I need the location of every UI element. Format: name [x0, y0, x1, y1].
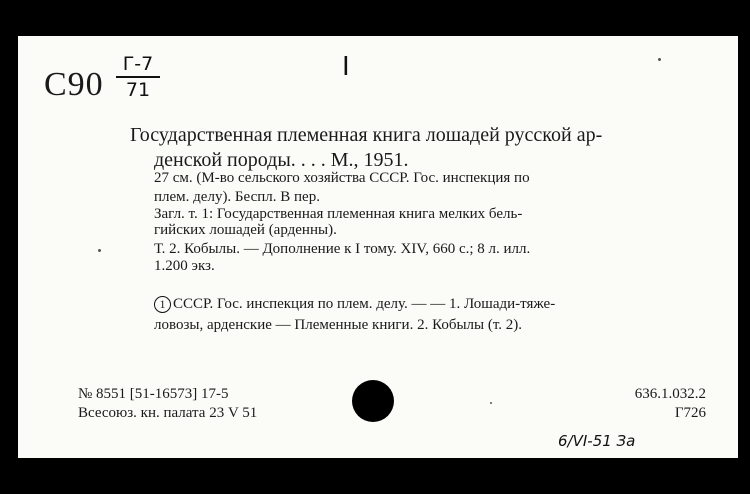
- desc-line-2: плем. делу). Беспл. В пер.: [154, 189, 320, 205]
- scan-speck: [490, 402, 492, 404]
- shelf-fraction-bottom: 71: [125, 79, 151, 101]
- shelf-mark: С90: [44, 66, 104, 103]
- footer-left-2: Всесоюз. кн. палата 23 V 51: [78, 405, 258, 421]
- subject-line-2: ловозы, арденские — Племенные книги. 2. Кобылы (т. 2).: [154, 317, 523, 333]
- shelf-fraction: [116, 54, 160, 100]
- title-line-2: денской породы. . . . М., 1951.: [154, 149, 409, 171]
- subject-number: 1: [154, 296, 171, 313]
- fraction-bar: [116, 76, 160, 78]
- scan-speck: [98, 249, 101, 252]
- punch-hole: [352, 380, 394, 422]
- cutter-number: Г726: [674, 405, 706, 421]
- desc-line-5: Т. 2. Кобылы. — Дополнение к I тому. XIV, 660 с.; 8 л. илл.: [154, 241, 531, 257]
- scan-speck: [658, 58, 661, 61]
- title-line-1: Государственная племенная книга лошадей русской ар-: [130, 124, 603, 146]
- desc-line-4: гийских лошадей (арденны).: [154, 222, 337, 238]
- desc-line-3: Загл. т. 1: Государственная племенная книга мелких бель-: [154, 206, 523, 222]
- catalog-card: [18, 36, 738, 458]
- shelf-fraction-top: Г-7: [122, 53, 154, 75]
- desc-line-6: 1.200 экз.: [154, 258, 215, 274]
- subject-text-1: СССР. Гос. инспекция по плем. делу. — — 1. Лошади-тяже-: [173, 296, 556, 312]
- handwritten-date: 6/VI-51 За: [558, 432, 636, 450]
- pencil-mark: I: [342, 52, 350, 82]
- footer-left-1: № 8551 [51-16573] 17-5: [78, 386, 229, 402]
- desc-line-1: 27 см. (М-во сельского хозяйства СССР. Гос. инспекция по: [154, 170, 530, 186]
- udc-number: 636.1.032.2: [634, 386, 706, 402]
- subject-line-1: [154, 296, 555, 313]
